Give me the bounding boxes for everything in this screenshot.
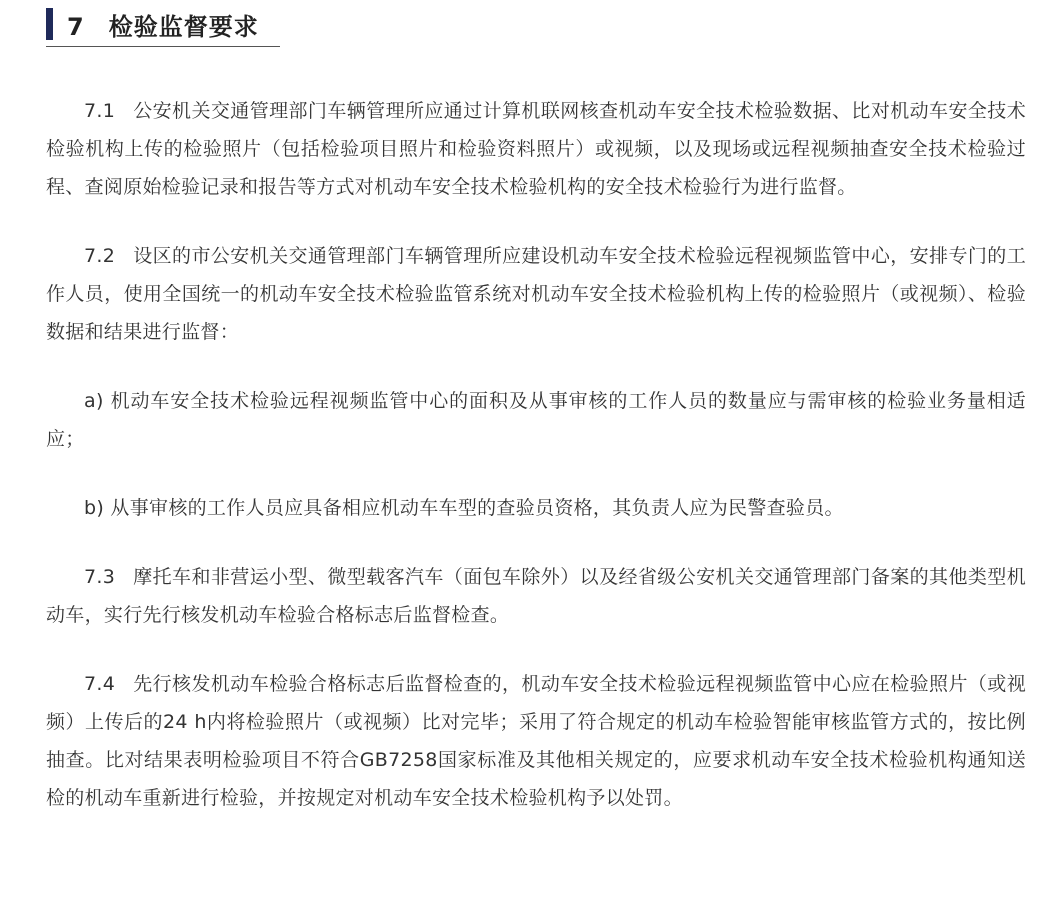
paragraph-number: 7.1 [84,100,116,122]
section-title-text: 检验监督要求 [108,12,259,41]
paragraph-7-4 [46,665,1026,817]
section-number: 7 [67,12,85,41]
paragraph-text: 公安机关交通管理部门车辆管理所应通过计算机联网核查机动车安全技术检验数据、比对机动车安全技术检验机构上传的检验照片（包括检验项目照片和检验资料照片）或视频，以及现场或远程视频抽查安全技术检验过程、查阅原始检验记录和报告等方式对机动车安全技术检验机构的安全技术检验行为进行监督。 [46,100,1026,198]
paragraph-text: 摩托车和非营运小型、微型载客汽车（面包车除外）以及经省级公安机关交通管理部门备案的其他类型机动车，实行先行核发机动车检验合格标志后监督检查。 [46,566,1026,626]
paragraph-text: 设区的市公安机关交通管理部门车辆管理所应建设机动车安全技术检验远程视频监管中心，安排专门的工作人员，使用全国统一的机动车安全技术检验监管系统对机动车安全技术检验机构上传的检验照片（或视频）、检验数据和结果进行监督： [46,245,1026,343]
list-item-marker: b) [84,497,105,519]
paragraph-7-1 [46,92,1026,206]
list-item-text: 机动车安全技术检验远程视频监管中心的面积及从事审核的工作人员的数量应与需审核的检验业务量相适应； [46,390,1026,450]
section-underline [46,46,280,47]
section-header [46,6,259,42]
paragraph-number: 7.4 [84,673,116,695]
paragraph-7-3 [46,558,1026,634]
section-accent-bar [46,8,53,40]
paragraph-text: 先行核发机动车检验合格标志后监督检查的，机动车安全技术检验远程视频监管中心应在检验照片（或视频）上传后的24 h内将检验照片（或视频）比对完毕；采用了符合规定的机动车检验智能审核监管方式的，按比例抽查。比对结果表明检验项目不符合GB7258国家标准及其他相关规定的，应要求机动车安全技术检验机构通知送检的机动车重新进行检验，并按规定对机动车安全技术检验机构予以处罚。 [46,673,1026,809]
section-title [67,7,259,42]
paragraph-number: 7.2 [84,245,116,267]
document-body [46,92,1026,848]
list-item-text: 从事审核的工作人员应具备相应机动车车型的查验员资格，其负责人应为民警查验员。 [110,497,844,519]
list-item-a [46,382,1026,458]
paragraph-7-2 [46,237,1026,351]
list-item-marker: a) [84,390,104,412]
list-item-b [46,489,1026,527]
paragraph-number: 7.3 [84,566,116,588]
